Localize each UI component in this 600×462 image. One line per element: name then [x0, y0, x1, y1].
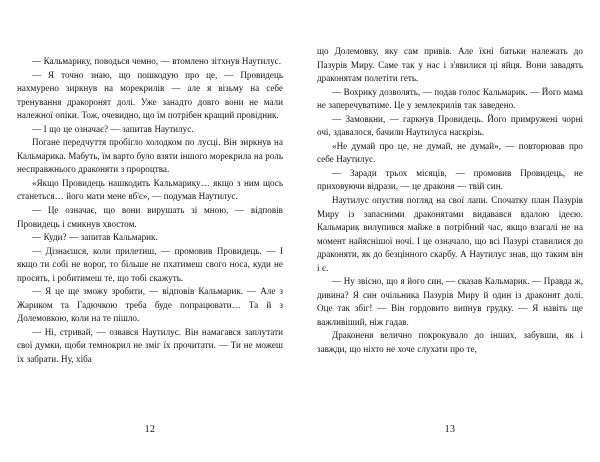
paragraph: Погане передчуття пробігло холодком по лусці. Він зиркнув на Кальмарика. Мабуть, їм варто було взяти іншого морекрила на роль несправжнього драконяти з пророцтва. — [17, 137, 283, 175]
paragraph: — Це означає, що вони вирушать зі мною, — відповів Провидець і смикнув хвостом. — [17, 205, 283, 229]
paragraph: — І що це означає? — запитав Наутилус. — [32, 123, 194, 134]
paragraph: — Я точно знаю, що пошкодую про це, — Провидець нахмурено зиркнув на морекрилів — але я візьму на себе тренування дракоронят долі. Уже занадто довго вони не мали належної опіки. Тож, очевидно, що їм потрібен кращий провідник. — [17, 69, 283, 121]
paragraph: Наутилус опустив погляд на свої лапи. Спочатку план Пазурів Миру із запасними драконятами видавався вдалою ідеєю. Кальмарик вилупився майже в потрібний час, якщо взагалі не на момент найяснішої ночі. І це означало, що всі Пазурі ставилися до драконяти, як до безцінного скарбу. А Наутилус знав, що таким він і є. — [317, 195, 583, 273]
paragraph: «Не думай про це, не думай, не думай», — повторював про себе Наутилус. — [317, 140, 583, 165]
page-number-right: 13 — [444, 424, 456, 435]
paragraph: — Вохрику дозволять, — подав голос Кальмарик. — Його мама не заперечуватиме. Це у землекрилів так заведено. — [317, 86, 583, 111]
page-number-left: 12 — [144, 424, 156, 435]
paragraph: — Заради трьох місяців, — промовив Провидець, не приховуючи відрази, — це драконя — твій син. — [317, 167, 583, 192]
left-page-text-block — [17, 55, 283, 367]
paragraph: Драконеня велично покрокувало до інших, забувши, як і завжди, що ніхто не хоче слухати про те, — [317, 330, 583, 355]
paragraph: що Долемовку, яку сам привів. Але їхні батьки належать до Пазурів Миру. Саме так у нас і з'явилися ці яйця. Вони завадять драконятам полетіти геть. — [317, 46, 583, 84]
paragraph: «Якщо Провидець нашкодить Кальмарику… якщо з ним щось станеться… його мати мене вб'є», — подумав Наутилус. — [17, 177, 283, 202]
paragraph: — Куди? — запитав Кальмарик. — [32, 232, 158, 243]
right-page-text-block — [317, 45, 583, 357]
paragraph: — Я це ще зможу зробити, — відповів Кальмарик. — Але з Жариком та Гадючкою треба буде попрацювати… Та й з Долемовкою, коли на те пішло. — [17, 286, 283, 324]
paragraph: — Ну звісно, що я його син, — сказав Кальмарик. — Правда ж, дивина? Я син очільника Пазурів Миру й один із драконят долі. Оце так збіг! — Він гордовито випнув грудку. — Я навіть ще важливіший, ніж гадав. — [317, 276, 583, 327]
right-page — [300, 0, 600, 462]
paragraph: — Замовкни, — гаркнув Провидець. Його примружені чорні очі, здавалося, бачили Наутилуса наскрізь. — [317, 113, 583, 138]
paragraph: — Дізнаєшся, коли прилетиш, — промовив Провидець. — І якщо ти собі не ворог, то більше не пхатимеш свого носа, куди не просять, і робитимеш те, що тобі скажуть. — [17, 245, 283, 283]
paragraph: — Ні, стривай, — озвався Наутилус. Він намагався заплутати свої думки, щоби темнокрил не зміг їх прочитати. — Ти не можеш їх забрати. Ну, хіба — [17, 326, 283, 365]
paragraph: — Кальмарику, поводься чемно, — втомлено зітхнув Наутилус. — [32, 56, 282, 66]
